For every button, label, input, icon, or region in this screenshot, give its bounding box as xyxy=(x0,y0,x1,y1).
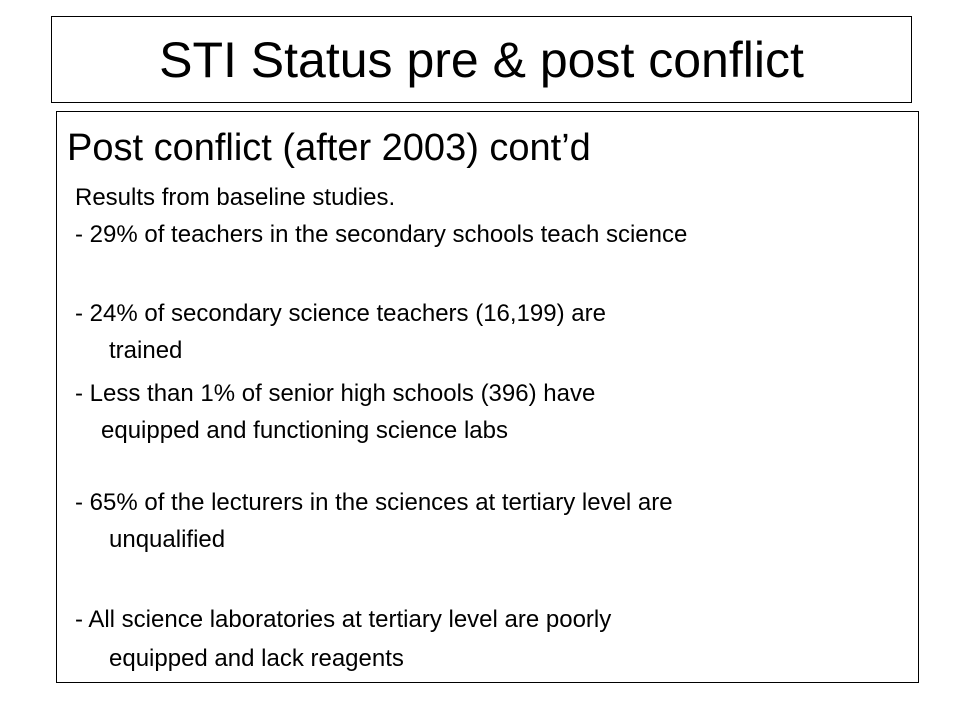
intro-text: Results from baseline studies. xyxy=(75,184,396,211)
bullet-trained-teachers: - 24% of secondary science teachers (16,199) are xyxy=(75,300,606,327)
slide-title: STI Status pre & post conflict xyxy=(159,31,804,88)
bullet-unqualified-lecturers: - 65% of the lecturers in the sciences at tertiary level are xyxy=(75,489,673,516)
bullet-science-labs-continued: equipped and functioning science labs xyxy=(101,417,508,444)
bullet-teachers-science: - 29% of teachers in the secondary schools teach science xyxy=(75,221,688,248)
slide-title-box xyxy=(51,16,912,103)
bullet-poor-laboratories-continued: equipped and lack reagents xyxy=(109,645,404,672)
bullet-science-labs: - Less than 1% of senior high schools (396) have xyxy=(75,380,596,407)
slide-content-box xyxy=(56,111,919,683)
section-heading: Post conflict (after 2003) cont’d xyxy=(67,127,591,169)
bullet-trained-teachers-continued: trained xyxy=(109,337,183,364)
bullet-poor-laboratories: - All science laboratories at tertiary level are poorly xyxy=(75,606,612,633)
bullet-unqualified-lecturers-continued: unqualified xyxy=(109,526,226,553)
